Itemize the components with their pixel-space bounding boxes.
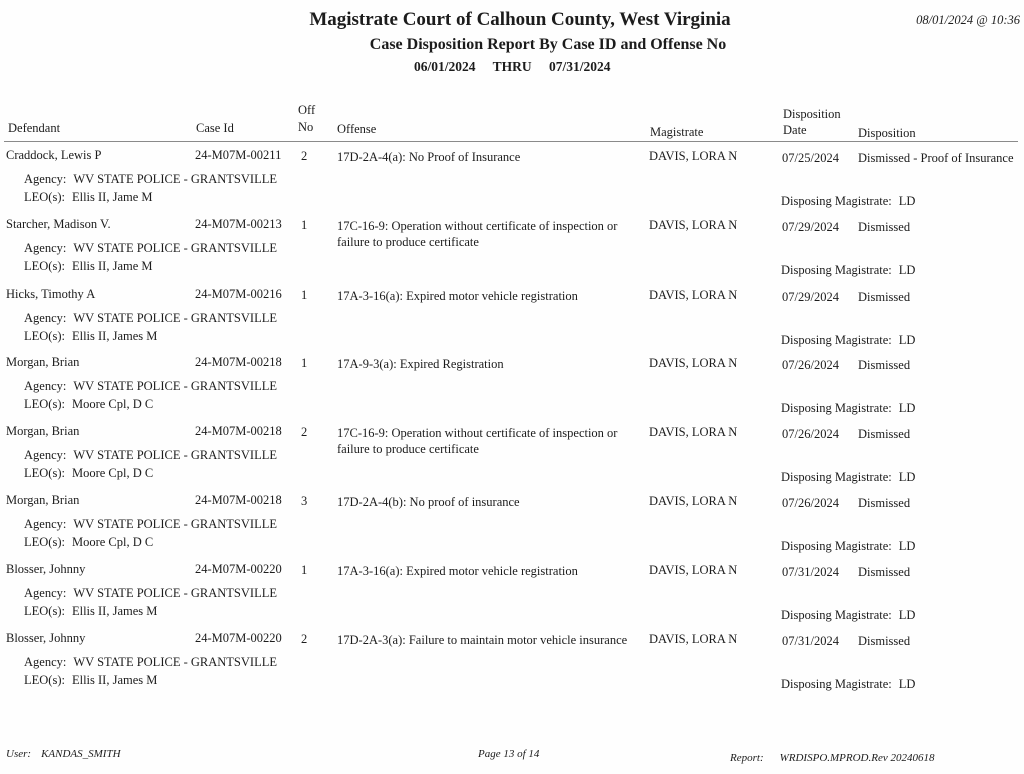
offense-description: 17A-9-3(a): Expired Registration bbox=[337, 357, 504, 371]
agency-value: WV STATE POLICE - GRANTSVILLE bbox=[73, 379, 277, 393]
agency-label: Agency: bbox=[24, 655, 67, 669]
magistrate: DAVIS, LORA N bbox=[649, 632, 738, 646]
date-to: 07/31/2024 bbox=[549, 59, 611, 74]
case-id: 24-M07M-00211 bbox=[195, 148, 282, 162]
offense-description: 17D-2A-3(a): Failure to maintain motor vehicle insurance bbox=[337, 633, 628, 647]
leo-label: LEO(s): bbox=[24, 535, 65, 549]
leo-value: Moore Cpl, D C bbox=[71, 397, 154, 411]
disposition-date: 07/26/2024 bbox=[782, 427, 839, 441]
leo-label: LEO(s): bbox=[24, 673, 65, 687]
printed-timestamp: 08/01/2024 @ 10:36 bbox=[916, 13, 1020, 27]
magistrate: DAVIS, LORA N bbox=[649, 356, 738, 370]
disposition: Dismissed bbox=[858, 496, 911, 510]
agency bbox=[24, 448, 277, 463]
col-off-no-line2: No bbox=[298, 120, 314, 134]
col-case-id: Case Id bbox=[196, 121, 234, 135]
agency-label: Agency: bbox=[24, 379, 67, 393]
leo bbox=[24, 329, 157, 344]
disposing-magistrate bbox=[781, 470, 915, 485]
leo bbox=[24, 604, 157, 619]
disposing-magistrate-label: Disposing Magistrate: bbox=[781, 401, 892, 415]
report-subtitle: Case Disposition Report By Case ID and Offense No bbox=[369, 36, 727, 53]
offense-number: 1 bbox=[301, 563, 308, 577]
agency-value: WV STATE POLICE - GRANTSVILLE bbox=[73, 172, 277, 186]
defendant: Morgan, Brian bbox=[6, 424, 80, 438]
disposing-magistrate-value: LD bbox=[898, 470, 916, 484]
leo-value: Ellis II, Jame M bbox=[71, 259, 153, 273]
col-offense: Offense bbox=[337, 122, 377, 136]
agency-label: Agency: bbox=[24, 586, 67, 600]
offense-description: 17D-2A-4(a): No Proof of Insurance bbox=[337, 150, 521, 164]
disposition-date: 07/29/2024 bbox=[782, 220, 839, 234]
disposition-date: 07/31/2024 bbox=[782, 634, 839, 648]
leo-label: LEO(s): bbox=[24, 466, 65, 480]
footer-user-label: User: bbox=[6, 748, 32, 760]
agency-value: WV STATE POLICE - GRANTSVILLE bbox=[73, 448, 277, 462]
offense-number: 2 bbox=[301, 632, 308, 646]
agency bbox=[24, 311, 277, 326]
magistrate: DAVIS, LORA N bbox=[649, 425, 738, 439]
footer-report-label: Report: bbox=[730, 752, 764, 764]
disposing-magistrate-value: LD bbox=[898, 608, 916, 622]
offense-description: 17A-3-16(a): Expired motor vehicle registration bbox=[337, 289, 578, 303]
defendant: Hicks, Timothy A bbox=[6, 287, 96, 301]
disposing-magistrate-label: Disposing Magistrate: bbox=[781, 470, 892, 484]
disposing-magistrate-value: LD bbox=[898, 263, 916, 277]
leo bbox=[24, 466, 153, 481]
header-divider bbox=[4, 141, 1018, 142]
disposing-magistrate-value: LD bbox=[898, 333, 916, 347]
leo bbox=[24, 397, 153, 412]
defendant: Starcher, Madison V. bbox=[6, 217, 111, 231]
agency bbox=[24, 172, 277, 187]
col-magistrate: Magistrate bbox=[650, 125, 704, 139]
leo-label: LEO(s): bbox=[24, 329, 65, 343]
disposing-magistrate bbox=[781, 539, 915, 554]
disposition-date: 07/31/2024 bbox=[782, 565, 839, 579]
disposing-magistrate-value: LD bbox=[898, 401, 916, 415]
agency-value: WV STATE POLICE - GRANTSVILLE bbox=[73, 517, 277, 531]
case-id: 24-M07M-00216 bbox=[195, 287, 282, 301]
agency bbox=[24, 241, 277, 256]
leo-value: Moore Cpl, D C bbox=[71, 535, 154, 549]
leo-value: Ellis II, James M bbox=[71, 604, 158, 618]
disposition-date: 07/29/2024 bbox=[782, 290, 839, 304]
date-range bbox=[414, 59, 611, 75]
magistrate: DAVIS, LORA N bbox=[649, 288, 738, 302]
case-id: 24-M07M-00213 bbox=[195, 217, 282, 231]
defendant: Blosser, Johnny bbox=[6, 562, 86, 576]
disposing-magistrate-label: Disposing Magistrate: bbox=[781, 539, 892, 553]
disposing-magistrate-label: Disposing Magistrate: bbox=[781, 194, 892, 208]
agency-value: WV STATE POLICE - GRANTSVILLE bbox=[73, 241, 277, 255]
col-disposition-date-line1: Disposition bbox=[783, 107, 841, 121]
disposition-date: 07/25/2024 bbox=[782, 151, 839, 165]
agency-value: WV STATE POLICE - GRANTSVILLE bbox=[73, 655, 277, 669]
col-disposition-date-line2: Date bbox=[783, 123, 807, 137]
case-id: 24-M07M-00218 bbox=[195, 424, 282, 438]
offense-description: 17D-2A-4(b): No proof of insurance bbox=[337, 495, 520, 509]
disposition-date: 07/26/2024 bbox=[782, 358, 839, 372]
leo bbox=[24, 190, 153, 205]
agency-value: WV STATE POLICE - GRANTSVILLE bbox=[73, 586, 277, 600]
disposing-magistrate-label: Disposing Magistrate: bbox=[781, 263, 892, 277]
offense-number: 3 bbox=[301, 494, 308, 508]
agency-value: WV STATE POLICE - GRANTSVILLE bbox=[73, 311, 277, 325]
leo-label: LEO(s): bbox=[24, 397, 65, 411]
leo-value: Ellis II, James M bbox=[71, 329, 158, 343]
agency bbox=[24, 379, 277, 394]
agency-label: Agency: bbox=[24, 311, 67, 325]
offense-number: 1 bbox=[301, 356, 308, 370]
disposing-magistrate bbox=[781, 608, 915, 623]
leo-label: LEO(s): bbox=[24, 259, 65, 273]
disposition: Dismissed - Proof of Insurance bbox=[858, 151, 1014, 165]
disposing-magistrate bbox=[781, 333, 915, 348]
leo-value: Ellis II, Jame M bbox=[71, 190, 153, 204]
disposition: Dismissed bbox=[858, 220, 911, 234]
disposing-magistrate-label: Disposing Magistrate: bbox=[781, 608, 892, 622]
disposing-magistrate bbox=[781, 263, 915, 278]
magistrate: DAVIS, LORA N bbox=[649, 149, 738, 163]
leo bbox=[24, 259, 153, 274]
footer-report-value: WRDISPO.MPROD.Rev 20240618 bbox=[779, 752, 935, 764]
disposing-magistrate-value: LD bbox=[898, 677, 916, 691]
defendant: Craddock, Lewis P bbox=[6, 148, 102, 162]
agency-label: Agency: bbox=[24, 517, 67, 531]
col-defendant: Defendant bbox=[8, 121, 61, 135]
disposing-magistrate bbox=[781, 194, 915, 209]
disposing-magistrate-label: Disposing Magistrate: bbox=[781, 333, 892, 347]
disposition: Dismissed bbox=[858, 634, 911, 648]
leo bbox=[24, 673, 157, 688]
date-from: 06/01/2024 bbox=[414, 59, 476, 74]
offense-number: 2 bbox=[301, 425, 308, 439]
case-id: 24-M07M-00218 bbox=[195, 493, 282, 507]
agency bbox=[24, 655, 277, 670]
col-disposition: Disposition bbox=[858, 126, 916, 140]
footer-user-value: KANDAS_SMITH bbox=[41, 748, 121, 760]
offense-description: 17A-3-16(a): Expired motor vehicle registration bbox=[337, 564, 578, 578]
case-id: 24-M07M-00220 bbox=[195, 562, 282, 576]
leo-label: LEO(s): bbox=[24, 604, 65, 618]
disposing-magistrate bbox=[781, 401, 915, 416]
disposition: Dismissed bbox=[858, 427, 911, 441]
disposition: Dismissed bbox=[858, 565, 911, 579]
leo bbox=[24, 535, 153, 550]
offense-number: 1 bbox=[301, 218, 308, 232]
offense-description: 17C-16-9: Operation without certificate of inspection or failure to produce certificate bbox=[337, 219, 618, 249]
thru-label: THRU bbox=[492, 59, 532, 74]
magistrate: DAVIS, LORA N bbox=[649, 563, 738, 577]
offense-number: 2 bbox=[301, 149, 308, 163]
case-id: 24-M07M-00220 bbox=[195, 631, 282, 645]
leo-value: Ellis II, James M bbox=[71, 673, 158, 687]
magistrate: DAVIS, LORA N bbox=[649, 494, 738, 508]
report-title: Magistrate Court of Calhoun County, West Virginia bbox=[309, 9, 731, 30]
agency-label: Agency: bbox=[24, 172, 67, 186]
disposing-magistrate-label: Disposing Magistrate: bbox=[781, 677, 892, 691]
footer-report bbox=[730, 752, 935, 764]
disposing-magistrate bbox=[781, 677, 915, 692]
footer-page: Page 13 of 14 bbox=[478, 748, 540, 760]
col-off-no-line1: Off bbox=[298, 103, 316, 117]
defendant: Morgan, Brian bbox=[6, 493, 80, 507]
footer-user bbox=[6, 748, 121, 760]
disposition: Dismissed bbox=[858, 358, 911, 372]
offense-number: 1 bbox=[301, 288, 308, 302]
case-id: 24-M07M-00218 bbox=[195, 355, 282, 369]
agency-label: Agency: bbox=[24, 241, 67, 255]
offense-description: 17C-16-9: Operation without certificate of inspection or failure to produce certificate bbox=[337, 426, 618, 456]
disposing-magistrate-value: LD bbox=[898, 539, 916, 553]
magistrate: DAVIS, LORA N bbox=[649, 218, 738, 232]
leo-value: Moore Cpl, D C bbox=[71, 466, 154, 480]
defendant: Morgan, Brian bbox=[6, 355, 80, 369]
disposing-magistrate-value: LD bbox=[898, 194, 916, 208]
agency-label: Agency: bbox=[24, 448, 67, 462]
agency bbox=[24, 586, 277, 601]
defendant: Blosser, Johnny bbox=[6, 631, 86, 645]
leo-label: LEO(s): bbox=[24, 190, 65, 204]
disposition-date: 07/26/2024 bbox=[782, 496, 839, 510]
agency bbox=[24, 517, 277, 532]
disposition: Dismissed bbox=[858, 290, 911, 304]
